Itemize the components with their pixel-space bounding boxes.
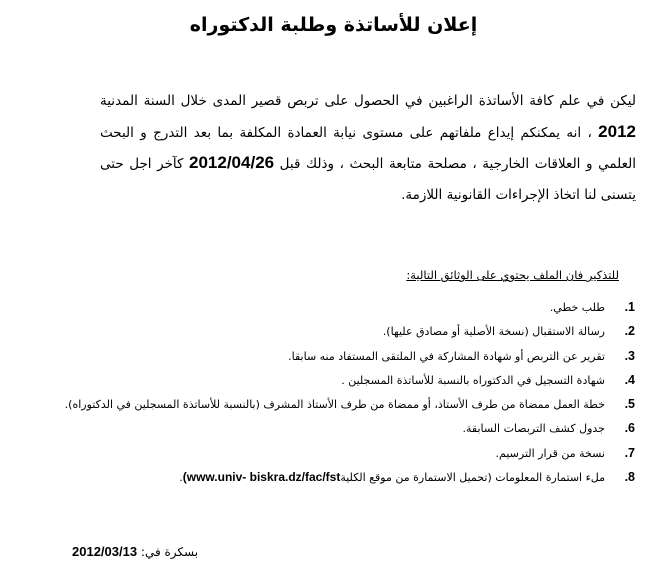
list-item xyxy=(60,470,635,494)
paragraph-year: 2012 xyxy=(598,121,636,141)
list-item-text: شهادة التسجيل في الدكتوراه بالنسبة للأساتذة المسجلين . xyxy=(341,373,605,387)
paragraph-line-4: كآخر اجل حتى يتسنى لنا اتخاذ الإجراءات القانونية اللازمة. xyxy=(100,156,636,203)
list-item xyxy=(60,324,635,348)
page-title: إعلان للأساتذة وطلبة الدكتوراه xyxy=(189,14,478,36)
list-item-number: 7. xyxy=(624,445,635,460)
paragraph-deadline: 2012/04/26 xyxy=(189,153,275,172)
signature-line xyxy=(72,544,198,559)
list-item-tail: . xyxy=(179,471,183,485)
list-item xyxy=(60,349,635,373)
list-item-number: 5. xyxy=(624,397,635,412)
list-item xyxy=(60,300,635,324)
paragraph-line-1: ليكن في علم كافة الأساتذة الراغبين في الحصول على تربص قصير المدى خلال xyxy=(180,93,636,109)
faculty-website-url: (www.univ- biskra.dz/fac/fst xyxy=(182,470,341,485)
list-item-text: جدول كشف التربصات السابقة. xyxy=(462,422,605,436)
list-item-text: نسخة من قرار الترسيم. xyxy=(495,446,605,460)
list-item-text: طلب خطي. xyxy=(549,301,605,314)
list-item xyxy=(60,421,635,445)
required-documents-list xyxy=(60,300,635,494)
list-item-number: 4. xyxy=(624,372,635,387)
list-item xyxy=(60,373,635,397)
issue-date: 2012/03/13 xyxy=(72,544,138,559)
announcement-paragraph xyxy=(100,86,636,210)
paragraph-line-2-end: ، انه يمكنكم إيداع ملفاتهم على مستوى نيابة العمادة المكلفة بما xyxy=(217,124,592,141)
paragraph-line-2-start: السنة المدنية xyxy=(100,93,175,109)
list-item-number: 1. xyxy=(624,300,635,314)
place-label: بسكرة في: xyxy=(140,545,199,559)
list-item-text: ملء استمارة المعلومات (تحميل الاستمارة من موقع الكلية xyxy=(340,471,605,485)
list-item-number: 6. xyxy=(624,421,635,436)
list-item-text: خطة العمل ممضاة من طرف الأستاذ، أو ممضاة من طرف الأستاذ المشرف (بالنسبة للأساتذة المسجلين في الدكتوراه). xyxy=(64,398,605,412)
list-item xyxy=(60,397,635,421)
list-item-number: 2. xyxy=(624,324,635,339)
list-item-number: 8. xyxy=(624,470,635,485)
list-item-text: تقرير عن التربص أو شهادة المشاركة في الملتقى المستفاد منه سابقا. xyxy=(288,349,605,363)
list-item xyxy=(60,446,635,470)
list-item-number: 3. xyxy=(624,348,635,363)
list-item-text: رسالة الاستقبال (نسخة الأصلية أو مصادق عليها). xyxy=(382,325,605,339)
documents-reminder-heading: للتذكير فان الملف يحتوي على الوثائق التالية: xyxy=(406,268,619,282)
paragraph-line-3: بعد التدرج و البحث العلمي و العلاقات الخارجية ، مصلحة متابعة البحث ، وذلك قبل xyxy=(100,124,636,172)
